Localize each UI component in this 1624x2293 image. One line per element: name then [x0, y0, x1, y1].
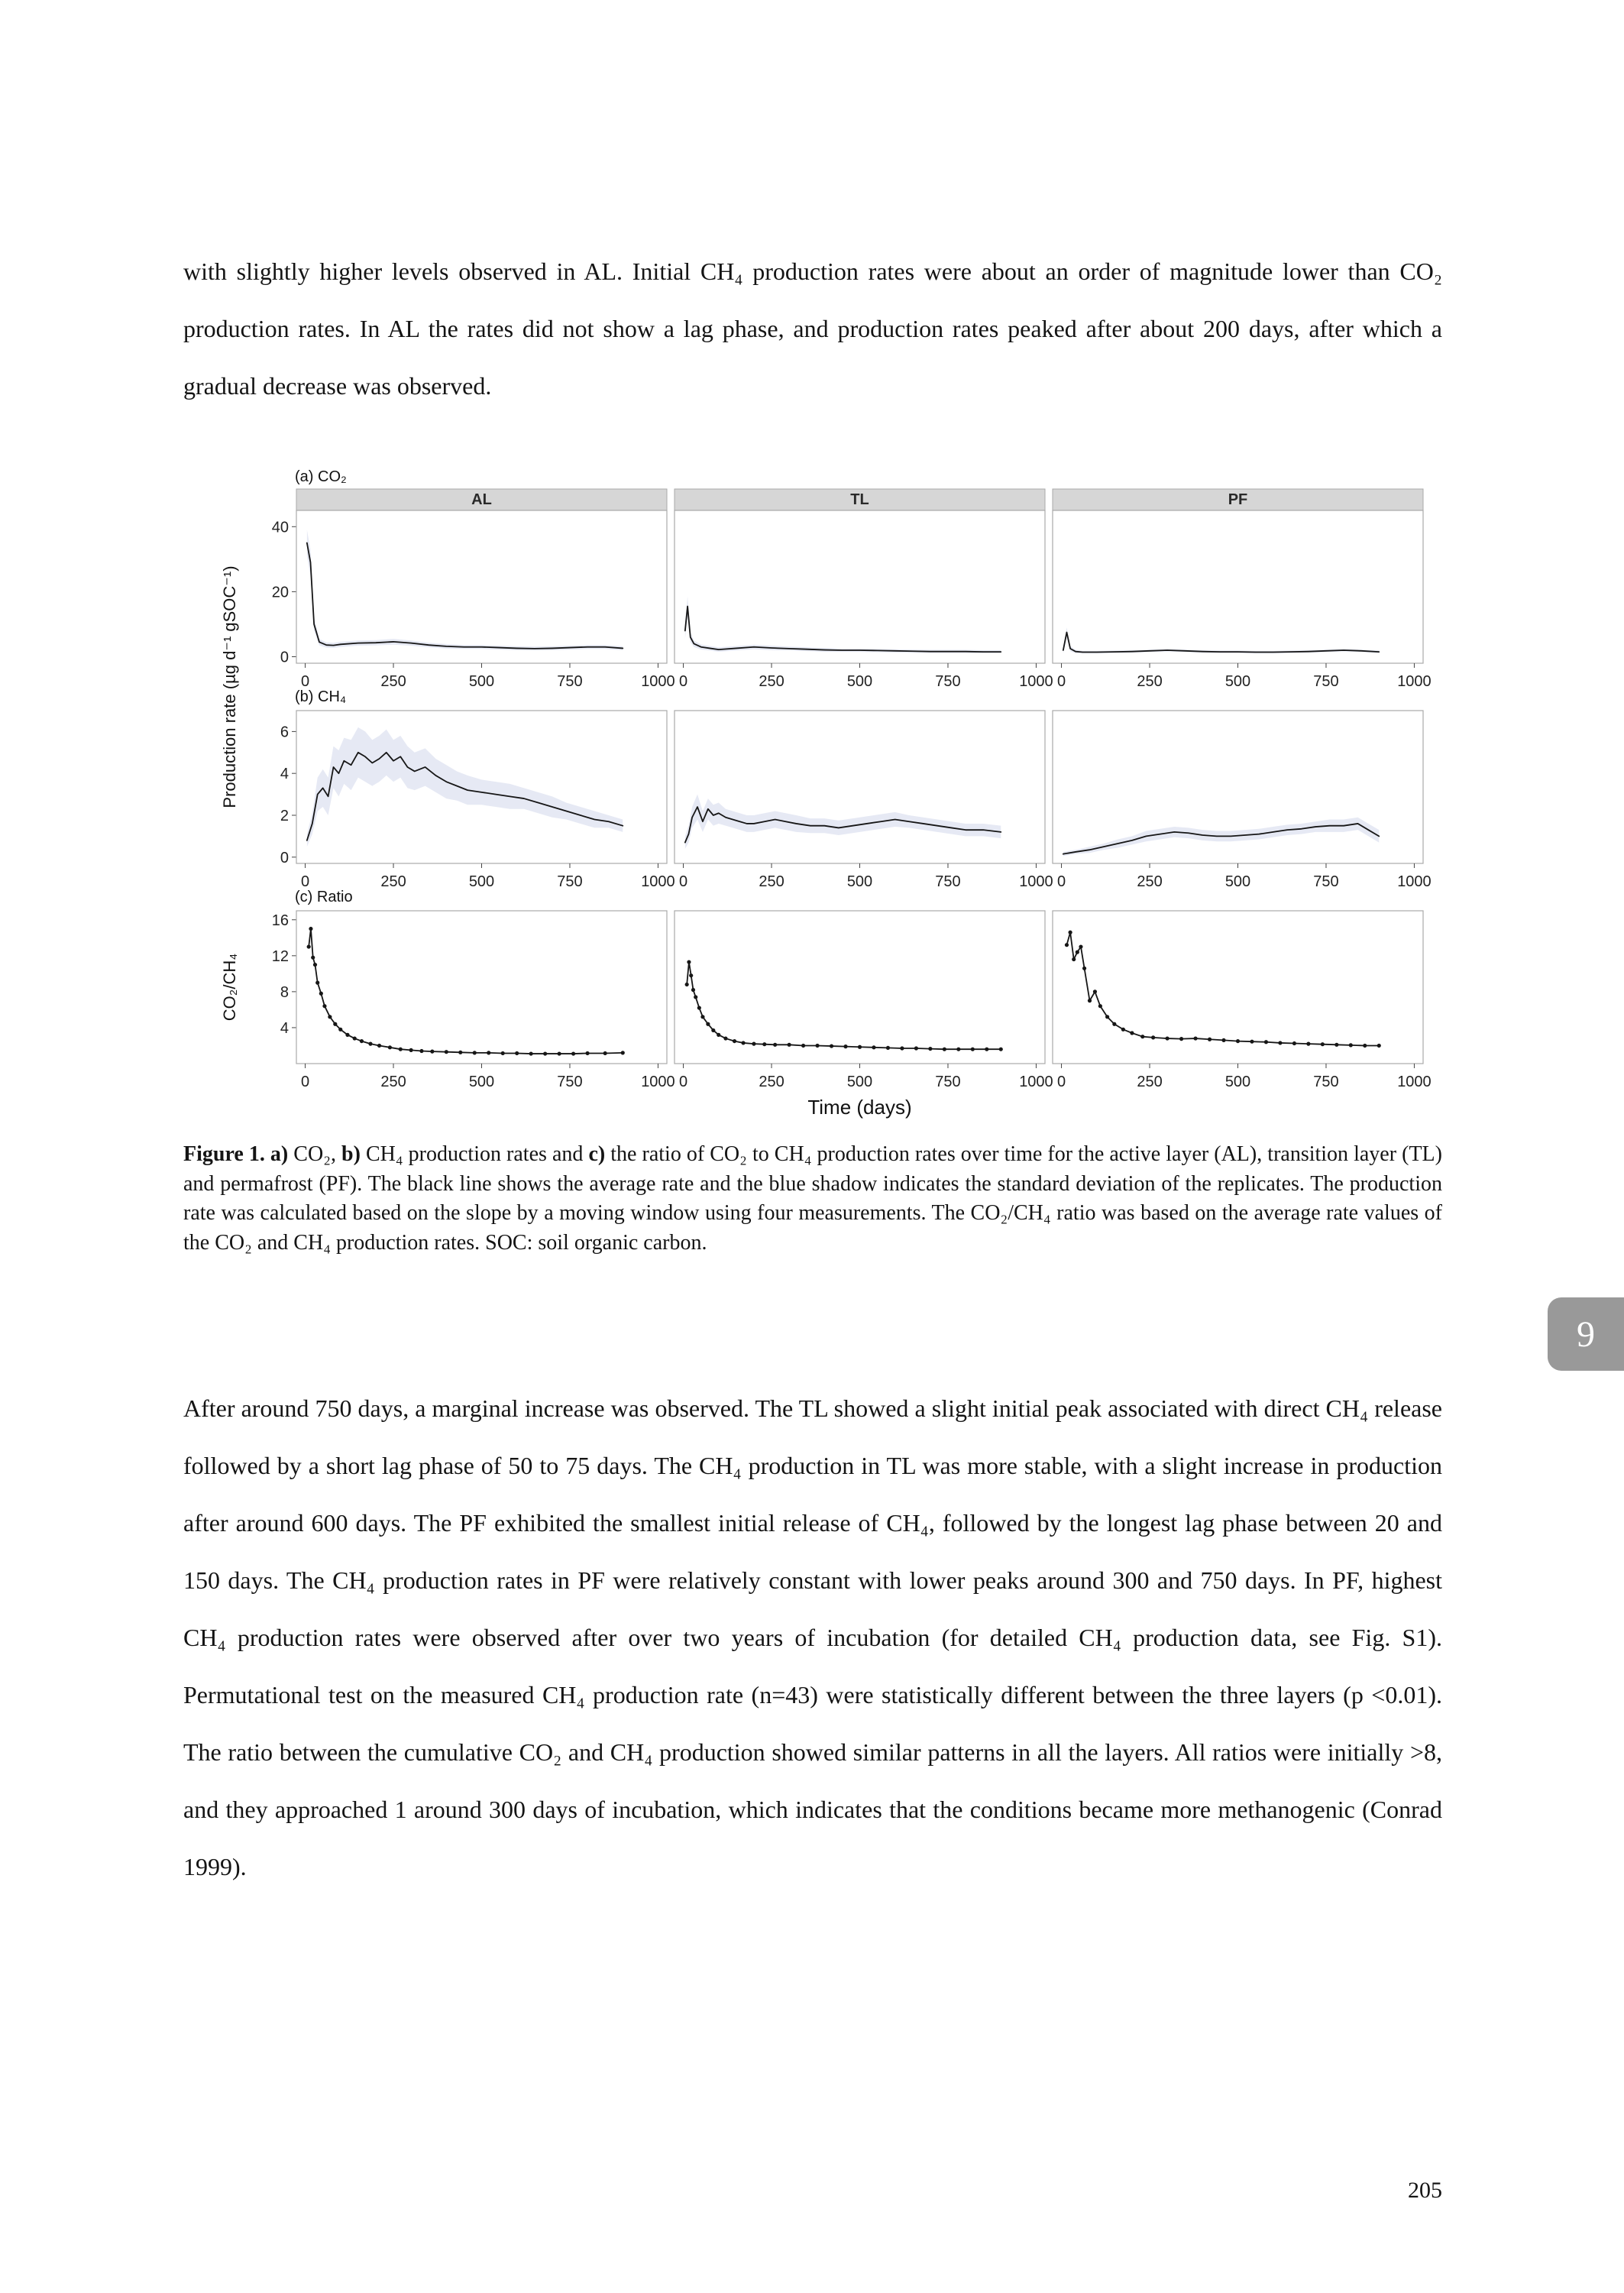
side-tab-badge: [1548, 1297, 1624, 1371]
svg-text:(c) Ratio: (c) Ratio: [295, 889, 353, 905]
svg-text:0: 0: [678, 1074, 688, 1090]
svg-text:0: 0: [1056, 673, 1066, 690]
panel-b-TL: [675, 711, 1045, 863]
svg-text:40: 40: [271, 519, 289, 536]
svg-text:8: 8: [280, 983, 289, 1001]
svg-text:CO₂/CH₄: CO₂/CH₄: [220, 953, 239, 1022]
caption-run: a): [270, 1142, 289, 1166]
panel-a-PF: [1053, 510, 1423, 663]
svg-text:500: 500: [468, 1074, 495, 1090]
body-paragraph-1: with slightly higher levels observed in AL. Initial CH₄ production rates were about an order of magnitude lower than CO₂ production rates. In AL the rates did not show a lag phase, and production rates peaked after about 200 days, after which a gradual decrease was observed.: [183, 257, 1442, 400]
svg-text:500: 500: [846, 873, 873, 890]
svg-text:250: 250: [759, 1074, 785, 1090]
svg-text:750: 750: [557, 873, 583, 890]
svg-text:500: 500: [1224, 1074, 1251, 1090]
page-number: 205: [1408, 2178, 1442, 2203]
figure1: [220, 468, 1435, 1125]
svg-text:500: 500: [1224, 873, 1251, 890]
svg-text:TL: TL: [850, 491, 869, 508]
caption-run: Figure 1.: [183, 1142, 270, 1166]
svg-text:750: 750: [1313, 873, 1339, 890]
svg-text:1000: 1000: [1397, 1074, 1432, 1090]
svg-text:1000: 1000: [641, 673, 675, 690]
svg-text:750: 750: [935, 873, 961, 890]
svg-text:750: 750: [1313, 673, 1339, 690]
svg-text:250: 250: [380, 673, 406, 690]
svg-text:2: 2: [280, 807, 289, 824]
svg-text:0: 0: [1056, 873, 1066, 890]
svg-text:(b) CH₄: (b) CH₄: [295, 688, 347, 705]
svg-text:(a) CO₂: (a) CO₂: [295, 468, 347, 485]
svg-text:AL: AL: [471, 491, 492, 508]
svg-text:16: 16: [271, 912, 289, 929]
svg-text:750: 750: [935, 673, 961, 690]
svg-text:6: 6: [280, 724, 289, 741]
svg-text:750: 750: [557, 673, 583, 690]
svg-text:1000: 1000: [1019, 673, 1053, 690]
svg-text:1000: 1000: [641, 1074, 675, 1090]
svg-text:20: 20: [271, 584, 289, 601]
svg-text:Production rate (µg d⁻¹ gSOC⁻¹: Production rate (µg d⁻¹ gSOC⁻¹): [220, 565, 239, 808]
figure-caption: [183, 1140, 1442, 1258]
svg-text:0: 0: [280, 649, 289, 666]
svg-text:4: 4: [280, 1019, 289, 1037]
svg-text:Time (days): Time (days): [807, 1096, 912, 1119]
figure1-chart: [220, 468, 1435, 1125]
svg-text:1000: 1000: [1019, 873, 1053, 890]
svg-text:500: 500: [846, 673, 873, 690]
svg-text:0: 0: [300, 873, 310, 890]
caption-run: b): [341, 1142, 361, 1166]
svg-text:0: 0: [300, 1074, 310, 1090]
caption-run: CH₄ production rates and: [360, 1142, 589, 1166]
panel-c-AL: [296, 911, 667, 1064]
svg-text:250: 250: [1137, 1074, 1163, 1090]
caption-run: the ratio of CO₂ to CH₄ production rates over time for the active layer (AL), transition layer (TL) and permafrost (PF). The black line shows the average rate and the blue shadow indicates the standard deviation of the replicates. The production rate was calculated based on the slope by a moving window using four measurements. The CO₂/CH₄ ratio was based on the average rate values of the CO₂ and CH₄ production rates. SOC: soil organic carbon.: [183, 1142, 1442, 1255]
svg-text:500: 500: [468, 873, 495, 890]
panel-c-TL: [675, 911, 1045, 1064]
svg-text:250: 250: [380, 873, 406, 890]
svg-text:12: 12: [271, 947, 289, 965]
svg-text:750: 750: [935, 1074, 961, 1090]
svg-text:250: 250: [380, 1074, 406, 1090]
svg-text:0: 0: [280, 849, 289, 866]
body-paragraph-2: After around 750 days, a marginal increase was observed. The TL showed a slight initial peak associated with direct CH₄ release followed by a short lag phase of 50 to 75 days. The CH₄ production in TL was more stable, with a slight increase in production after around 600 days. The PF exhibited the smallest initial release of CH₄, followed by the longest lag phase between 20 and 150 days. The CH₄ production rates in PF were relatively constant with lower peaks around 300 and 750 days. In PF, highest CH₄ production rates were observed after over two years of incubation (for detailed CH₄ production data, see Fig. S1). Permutational test on the measured CH₄ production rate (n=43) were statistically different between the three layers (p <0.01). The ratio between the cumulative CO₂ and CH₄ production showed similar patterns in all the layers. All ratios were initially >8, and they approached 1 around 300 days of incubation, which indicates that the conditions became more methanogenic (Conrad 1999).: [183, 1394, 1442, 1880]
panel-a-AL: [296, 510, 667, 663]
panel-a-TL: [675, 510, 1045, 663]
svg-text:250: 250: [759, 873, 785, 890]
svg-text:250: 250: [1137, 873, 1163, 890]
svg-text:1000: 1000: [641, 873, 675, 890]
svg-text:750: 750: [1313, 1074, 1339, 1090]
svg-text:1000: 1000: [1397, 673, 1432, 690]
svg-text:750: 750: [557, 1074, 583, 1090]
svg-text:1000: 1000: [1397, 873, 1432, 890]
svg-text:0: 0: [678, 873, 688, 890]
svg-text:500: 500: [468, 673, 495, 690]
caption-run: c): [588, 1142, 606, 1166]
svg-text:500: 500: [1224, 673, 1251, 690]
svg-text:500: 500: [846, 1074, 873, 1090]
svg-text:1000: 1000: [1019, 1074, 1053, 1090]
svg-text:250: 250: [759, 673, 785, 690]
side-tab-label: 9: [1577, 1313, 1595, 1355]
svg-text:PF: PF: [1228, 491, 1248, 508]
svg-text:0: 0: [678, 673, 688, 690]
caption-run: CO₂,: [288, 1142, 342, 1166]
svg-text:250: 250: [1137, 673, 1163, 690]
svg-text:4: 4: [280, 766, 289, 783]
svg-text:0: 0: [1056, 1074, 1066, 1090]
svg-text:0: 0: [300, 673, 310, 690]
